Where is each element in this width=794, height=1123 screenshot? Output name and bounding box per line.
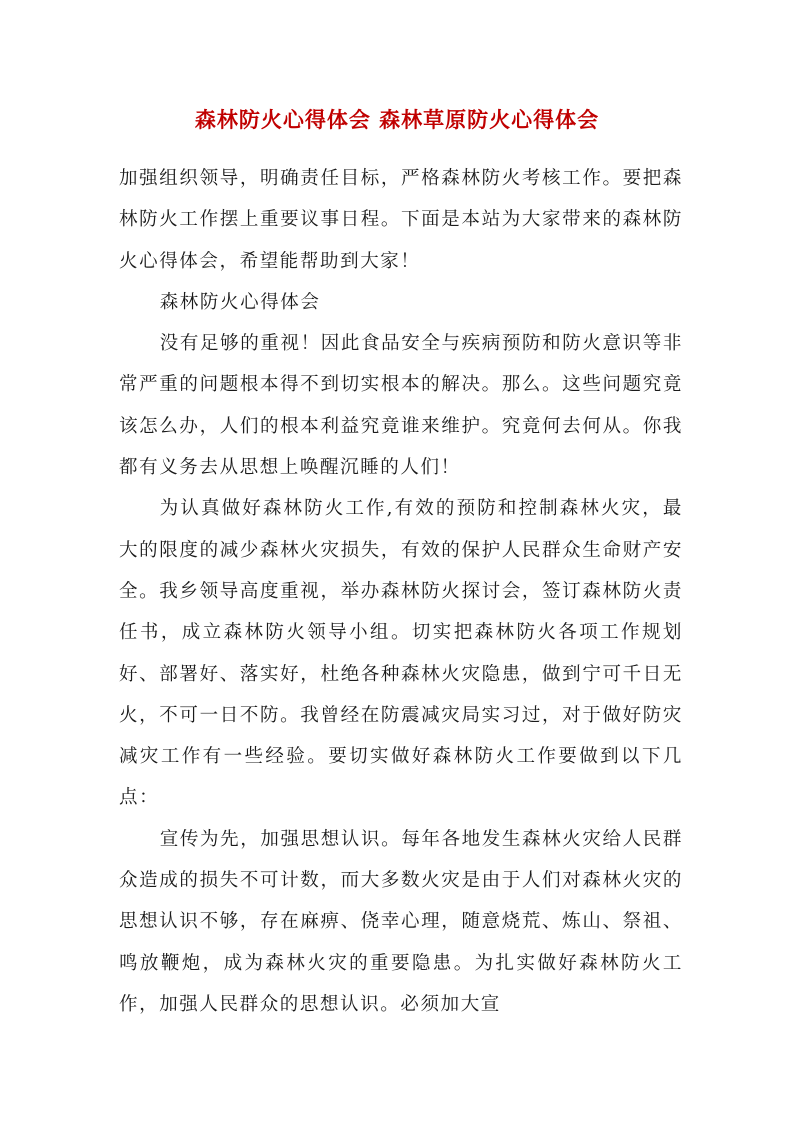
document-body xyxy=(119,158,683,1025)
body-paragraph: 为认真做好森林防火工作,有效的预防和控制森林火灾，最大的限度的减少森林火灾损失，有效的保护人民群众生命财产安全。我乡领导高度重视，举办森林防火探讨会，签订森林防火责任书，成立森林防火领导小组。切实把森林防火各项工作规划好、部署好、落实好，杜绝各种森林火灾隐患，做到宁可千日无火，不可一日不防。我曾经在防震减灾局实习过，对于做好防灾减灾工作有一些经验。要切实做好森林防火工作要做到以下几点： xyxy=(119,498,683,809)
document-title: 森林防火心得体会 森林草原防火心得体会 xyxy=(194,107,600,132)
section-heading: 森林防火心得体会 xyxy=(159,291,321,313)
body-paragraph: 宣传为先，加强思想认识。每年各地发生森林火灾给人民群众造成的损失不可计数，而大多数火灾是由于人们对森林火灾的思想认识不够，存在麻痹、侥幸心理，随意烧荒、炼山、祭祖、鸣放鞭炮，成为森林火灾的重要隐患。为扎实做好森林防火工作，加强人民群众的思想认识。必须加大宣 xyxy=(119,828,683,1015)
intro-paragraph: 加强组织领导，明确责任目标，严格森林防火考核工作。要把森林防火工作摆上重要议事日程。下面是本站为大家带来的森林防火心得体会，希望能帮助到大家！ xyxy=(119,168,683,272)
body-paragraph: 没有足够的重视！因此食品安全与疾病预防和防火意识等非常严重的问题根本得不到切实根本的解决。那么。这些问题究竟该怎么办，人们的根本利益究竟谁来维护。究竟何去何从。你我都有义务去从思想上唤醒沉睡的人们！ xyxy=(119,333,683,479)
